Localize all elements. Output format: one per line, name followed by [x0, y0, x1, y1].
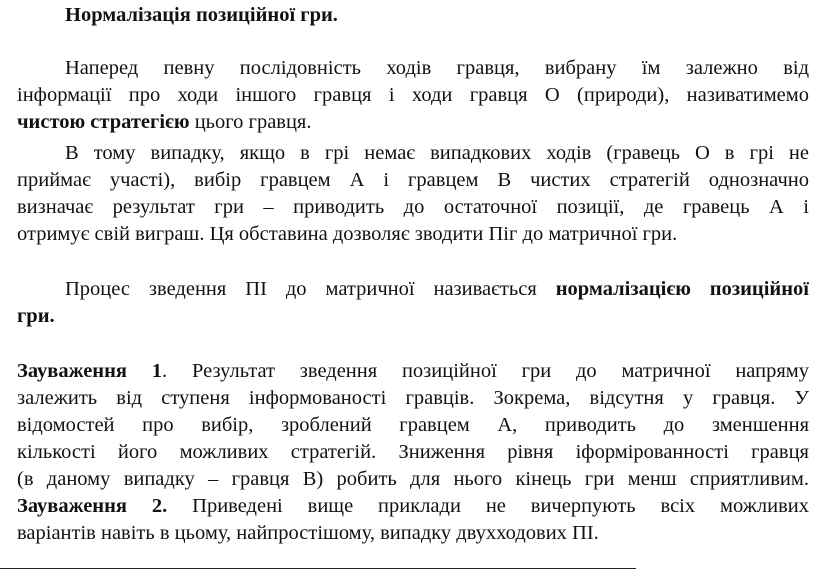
paragraph-3-line-1	[65, 276, 809, 303]
remark-1-line-1-rest: . Результат зведення позиційної гри до матричної напряму	[162, 360, 809, 382]
remark-1-line-3: відомостей про вибір, зроблений гравцем А, приводить до зменшення	[17, 414, 809, 436]
remark-1-line-2: залежить від ступеня інформованості гравців. Зокрема, відсутня у гравця. У	[17, 387, 809, 409]
term-pure-strategy: чистою стратегією	[17, 111, 190, 133]
paragraph-2-line-4: отримує свій виграш. Ця обставина дозволяє зводити Піг до матричної гри.	[17, 223, 678, 245]
remark-1-line-1	[17, 358, 809, 385]
paragraph-1-line-2: інформації про ходи іншого гравця і ходи гравця О (природи), називатимемо	[17, 84, 809, 106]
remark-2-label: Зауваження 2.	[17, 495, 168, 517]
paragraph-3-text: Процес зведення ПІ до матричної називається	[65, 278, 556, 300]
paragraph-1-line-3-rest: цього гравця.	[189, 111, 312, 133]
paragraph-1-line-1: Наперед певну послідовність ходів гравця, вибрану їм залежно від	[65, 57, 809, 79]
remark-1-line-4: кількості його можливих стратегій. Зниження рівня іформірованності гравця	[17, 441, 809, 463]
remark-2-line-1	[17, 493, 809, 520]
paragraph-2-line-3: визначає результат гри – приводить до остаточної позиції, де гравець А і	[17, 196, 809, 218]
paragraph-2-line-1: В тому випадку, якщо в грі немає випадкових ходів (гравець О в грі не	[65, 142, 809, 164]
remark-1-line-5: (в даному випадку – гравця В) робить для нього кінець гри менш сприятливим.	[17, 468, 809, 490]
remark-2-line-2: варіантів навіть в цьому, найпростішому, випадку двухходових ПІ.	[17, 522, 599, 544]
paragraph-2-line-2: приймає участі), вибір гравцем А і гравцем В чистих стратегій однозначно	[17, 169, 809, 191]
paragraph-3-line-2: гри.	[17, 305, 55, 327]
footnote-divider	[0, 568, 636, 569]
term-normalization: нормалізацією позиційної	[555, 278, 809, 300]
section-title: Нормалізація позиційної гри.	[65, 4, 338, 26]
remark-1-label: Зауваження 1	[17, 360, 163, 382]
paragraph-1-line-3	[17, 109, 809, 136]
remark-2-line-1-rest: Приведені вище приклади не вичерпують всіх можливих	[167, 495, 809, 517]
